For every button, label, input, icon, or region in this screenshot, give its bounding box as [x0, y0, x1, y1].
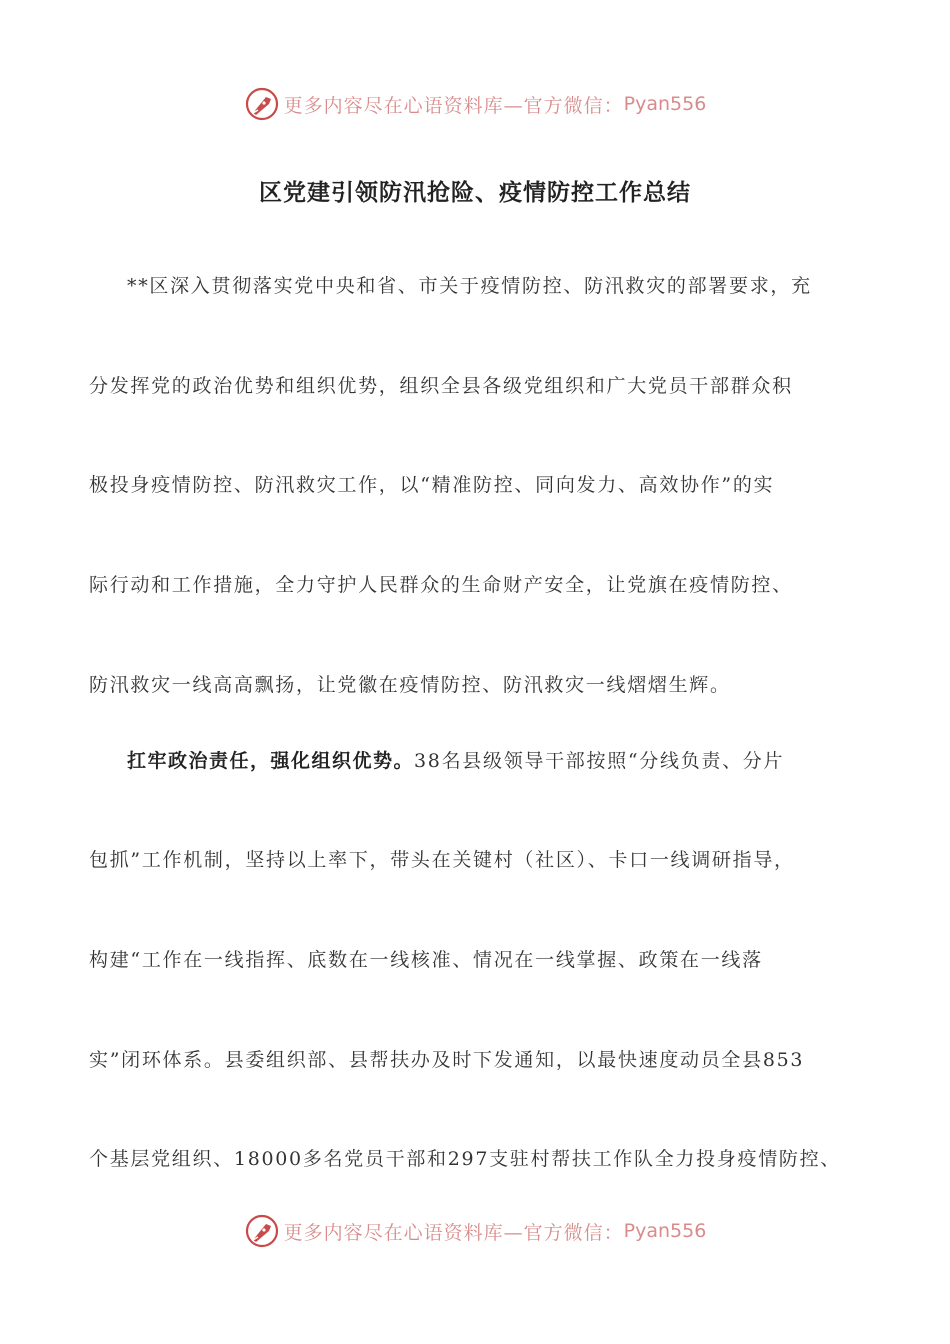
text-line: 包抓”工作机制，坚持以上率下，带头在关键村（社区）、卡口一线调研指导，	[89, 849, 795, 871]
watermark-id: Pyan556	[623, 93, 707, 115]
text-line: **区深入贯彻落实党中央和省、市关于疫情防控、防汛救灾的部署要求，充	[127, 275, 812, 297]
watermark-text: 更多内容尽在心语资料库—官方微信：	[283, 1221, 624, 1244]
watermark-id: Pyan556	[623, 1220, 707, 1242]
text-line: 构建“工作在一线指挥、底数在一线核准、情况在一线掌握、政策在一线落	[89, 949, 763, 971]
text-line: 防汛救灾一线高高飘扬，让党徽在疫情防控、防汛救灾一线熠熠生辉。	[89, 674, 731, 696]
text-line	[127, 748, 784, 774]
section-first-line: 38名县级领导干部按照“分线负责、分片	[414, 750, 785, 772]
pen-nib-logo-icon	[244, 86, 280, 122]
text-line: 分发挥党的政治优势和组织优势，组织全县各级党组织和广大党员干部群众积	[89, 375, 793, 397]
watermark-text: 更多内容尽在心语资料库—官方微信：	[283, 94, 624, 117]
section-heading: 扛牢政治责任，强化组织优势。	[127, 750, 415, 772]
watermark-banner-top	[0, 84, 950, 124]
text-line: 个基层党组织、18000多名党员干部和297支驻村帮扶工作队全力投身疫情防控、	[89, 1148, 842, 1170]
watermark-banner-bottom	[0, 1211, 950, 1251]
pen-nib-logo-icon	[244, 1213, 280, 1249]
text-line: 际行动和工作措施，全力守护人民群众的生命财产安全，让党旗在疫情防控、	[89, 574, 793, 596]
text-line: 实”闭环体系。县委组织部、县帮扶办及时下发通知，以最快速度动员全县853	[89, 1049, 805, 1071]
text-line: 极投身疫情防控、防汛救灾工作，以“精准防控、同向发力、高效协作”的实	[89, 474, 775, 496]
document-title: 区党建引领防汛抢险、疫情防控工作总结	[259, 180, 691, 206]
